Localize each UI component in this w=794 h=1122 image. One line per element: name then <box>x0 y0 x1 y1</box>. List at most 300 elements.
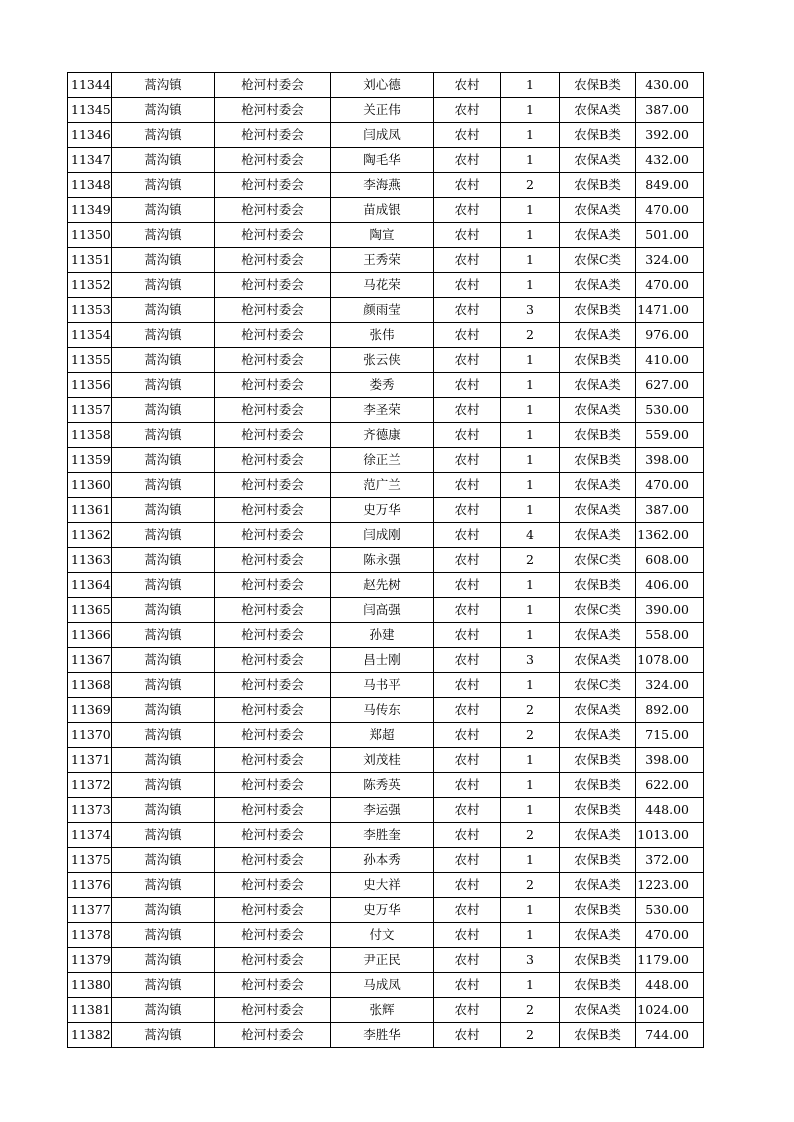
amount-cell: 448.00 <box>636 973 704 998</box>
household-count-cell: 2 <box>501 723 560 748</box>
area-type-cell: 农村 <box>434 1023 501 1048</box>
amount-cell: 530.00 <box>636 398 704 423</box>
village-committee-cell: 枪河村委会 <box>215 873 331 898</box>
household-count-cell: 1 <box>501 448 560 473</box>
village-committee-cell: 枪河村委会 <box>215 898 331 923</box>
village-committee-cell: 枪河村委会 <box>215 448 331 473</box>
town-cell: 蒿沟镇 <box>112 398 215 423</box>
record-number-cell: 11357 <box>68 398 112 423</box>
insurance-category-cell: 农保A类 <box>560 398 636 423</box>
record-number-cell: 11379 <box>68 948 112 973</box>
area-type-cell: 农村 <box>434 348 501 373</box>
amount-cell: 470.00 <box>636 198 704 223</box>
amount-cell: 398.00 <box>636 448 704 473</box>
amount-cell: 448.00 <box>636 798 704 823</box>
village-committee-cell: 枪河村委会 <box>215 98 331 123</box>
person-name-cell: 苗成银 <box>331 198 434 223</box>
table-row <box>68 373 704 398</box>
village-committee-cell: 枪河村委会 <box>215 823 331 848</box>
table-row <box>68 273 704 298</box>
area-type-cell: 农村 <box>434 123 501 148</box>
table-row <box>68 123 704 148</box>
household-count-cell: 3 <box>501 948 560 973</box>
table-row <box>68 698 704 723</box>
household-count-cell: 3 <box>501 298 560 323</box>
area-type-cell: 农村 <box>434 398 501 423</box>
village-committee-cell: 枪河村委会 <box>215 198 331 223</box>
household-count-cell: 1 <box>501 123 560 148</box>
town-cell: 蒿沟镇 <box>112 748 215 773</box>
insurance-category-cell: 农保A类 <box>560 148 636 173</box>
record-number-cell: 11348 <box>68 173 112 198</box>
amount-cell: 406.00 <box>636 573 704 598</box>
area-type-cell: 农村 <box>434 273 501 298</box>
village-committee-cell: 枪河村委会 <box>215 398 331 423</box>
area-type-cell: 农村 <box>434 898 501 923</box>
person-name-cell: 齐德康 <box>331 423 434 448</box>
village-committee-cell: 枪河村委会 <box>215 573 331 598</box>
person-name-cell: 王秀荣 <box>331 248 434 273</box>
insurance-category-cell: 农保B类 <box>560 773 636 798</box>
household-count-cell: 1 <box>501 673 560 698</box>
household-count-cell: 2 <box>501 548 560 573</box>
town-cell: 蒿沟镇 <box>112 898 215 923</box>
amount-cell: 892.00 <box>636 698 704 723</box>
person-name-cell: 关正伟 <box>331 98 434 123</box>
amount-cell: 744.00 <box>636 1023 704 1048</box>
insurance-category-cell: 农保B类 <box>560 73 636 98</box>
person-name-cell: 范广兰 <box>331 473 434 498</box>
amount-cell: 715.00 <box>636 723 704 748</box>
village-committee-cell: 枪河村委会 <box>215 748 331 773</box>
town-cell: 蒿沟镇 <box>112 373 215 398</box>
amount-cell: 559.00 <box>636 423 704 448</box>
person-name-cell: 马传东 <box>331 698 434 723</box>
record-number-cell: 11362 <box>68 523 112 548</box>
village-committee-cell: 枪河村委会 <box>215 973 331 998</box>
household-count-cell: 1 <box>501 573 560 598</box>
town-cell: 蒿沟镇 <box>112 273 215 298</box>
village-committee-cell: 枪河村委会 <box>215 423 331 448</box>
record-number-cell: 11350 <box>68 223 112 248</box>
amount-cell: 627.00 <box>636 373 704 398</box>
record-number-cell: 11378 <box>68 923 112 948</box>
amount-cell: 608.00 <box>636 548 704 573</box>
table-row <box>68 773 704 798</box>
insurance-category-cell: 农保B类 <box>560 173 636 198</box>
village-committee-cell: 枪河村委会 <box>215 123 331 148</box>
area-type-cell: 农村 <box>434 698 501 723</box>
village-committee-cell: 枪河村委会 <box>215 173 331 198</box>
person-name-cell: 马成凤 <box>331 973 434 998</box>
town-cell: 蒿沟镇 <box>112 973 215 998</box>
village-committee-cell: 枪河村委会 <box>215 348 331 373</box>
insurance-category-cell: 农保B类 <box>560 948 636 973</box>
insurance-category-cell: 农保A类 <box>560 923 636 948</box>
village-committee-cell: 枪河村委会 <box>215 948 331 973</box>
person-name-cell: 张伟 <box>331 323 434 348</box>
amount-cell: 470.00 <box>636 473 704 498</box>
amount-cell: 390.00 <box>636 598 704 623</box>
town-cell: 蒿沟镇 <box>112 773 215 798</box>
village-committee-cell: 枪河村委会 <box>215 73 331 98</box>
household-count-cell: 1 <box>501 973 560 998</box>
record-number-cell: 11351 <box>68 248 112 273</box>
amount-cell: 372.00 <box>636 848 704 873</box>
village-committee-cell: 枪河村委会 <box>215 598 331 623</box>
village-committee-cell: 枪河村委会 <box>215 998 331 1023</box>
table-row <box>68 298 704 323</box>
amount-cell: 387.00 <box>636 98 704 123</box>
village-committee-cell: 枪河村委会 <box>215 248 331 273</box>
area-type-cell: 农村 <box>434 648 501 673</box>
village-committee-cell: 枪河村委会 <box>215 1023 331 1048</box>
town-cell: 蒿沟镇 <box>112 73 215 98</box>
person-name-cell: 赵先树 <box>331 573 434 598</box>
table-row <box>68 398 704 423</box>
record-number-cell: 11360 <box>68 473 112 498</box>
table-row <box>68 348 704 373</box>
person-name-cell: 付文 <box>331 923 434 948</box>
village-committee-cell: 枪河村委会 <box>215 773 331 798</box>
village-committee-cell: 枪河村委会 <box>215 273 331 298</box>
town-cell: 蒿沟镇 <box>112 473 215 498</box>
record-number-cell: 11364 <box>68 573 112 598</box>
insurance-category-cell: 农保A类 <box>560 873 636 898</box>
household-count-cell: 1 <box>501 623 560 648</box>
household-count-cell: 4 <box>501 523 560 548</box>
insurance-category-cell: 农保B类 <box>560 973 636 998</box>
village-committee-cell: 枪河村委会 <box>215 698 331 723</box>
insurance-category-cell: 农保C类 <box>560 548 636 573</box>
person-name-cell: 李运强 <box>331 798 434 823</box>
table-row <box>68 798 704 823</box>
insurance-category-cell: 农保B类 <box>560 573 636 598</box>
table-row <box>68 748 704 773</box>
town-cell: 蒿沟镇 <box>112 198 215 223</box>
amount-cell: 976.00 <box>636 323 704 348</box>
amount-cell: 392.00 <box>636 123 704 148</box>
person-name-cell: 闫成刚 <box>331 523 434 548</box>
person-name-cell: 陈秀英 <box>331 773 434 798</box>
insurance-category-cell: 农保A类 <box>560 323 636 348</box>
town-cell: 蒿沟镇 <box>112 498 215 523</box>
town-cell: 蒿沟镇 <box>112 98 215 123</box>
area-type-cell: 农村 <box>434 98 501 123</box>
household-count-cell: 1 <box>501 223 560 248</box>
town-cell: 蒿沟镇 <box>112 998 215 1023</box>
person-name-cell: 史万华 <box>331 898 434 923</box>
household-count-cell: 1 <box>501 373 560 398</box>
area-type-cell: 农村 <box>434 573 501 598</box>
person-name-cell: 孙本秀 <box>331 848 434 873</box>
record-number-cell: 11365 <box>68 598 112 623</box>
village-committee-cell: 枪河村委会 <box>215 498 331 523</box>
area-type-cell: 农村 <box>434 373 501 398</box>
amount-cell: 530.00 <box>636 898 704 923</box>
household-count-cell: 1 <box>501 148 560 173</box>
town-cell: 蒿沟镇 <box>112 723 215 748</box>
person-name-cell: 马花荣 <box>331 273 434 298</box>
record-number-cell: 11359 <box>68 448 112 473</box>
area-type-cell: 农村 <box>434 748 501 773</box>
record-number-cell: 11366 <box>68 623 112 648</box>
person-name-cell: 刘茂桂 <box>331 748 434 773</box>
table-row <box>68 973 704 998</box>
insurance-category-cell: 农保B类 <box>560 1023 636 1048</box>
insurance-category-cell: 农保A类 <box>560 498 636 523</box>
amount-cell: 1179.00 <box>636 948 704 973</box>
household-count-cell: 2 <box>501 823 560 848</box>
area-type-cell: 农村 <box>434 523 501 548</box>
record-number-cell: 11363 <box>68 548 112 573</box>
table-row <box>68 523 704 548</box>
record-number-cell: 11370 <box>68 723 112 748</box>
town-cell: 蒿沟镇 <box>112 598 215 623</box>
town-cell: 蒿沟镇 <box>112 298 215 323</box>
insurance-category-cell: 农保B类 <box>560 423 636 448</box>
amount-cell: 1223.00 <box>636 873 704 898</box>
area-type-cell: 农村 <box>434 323 501 348</box>
record-number-cell: 11375 <box>68 848 112 873</box>
table-row <box>68 223 704 248</box>
amount-cell: 1078.00 <box>636 648 704 673</box>
household-count-cell: 1 <box>501 473 560 498</box>
area-type-cell: 农村 <box>434 148 501 173</box>
household-count-cell: 1 <box>501 273 560 298</box>
village-committee-cell: 枪河村委会 <box>215 523 331 548</box>
table-row <box>68 323 704 348</box>
insurance-category-cell: 农保B类 <box>560 748 636 773</box>
household-count-cell: 1 <box>501 398 560 423</box>
household-count-cell: 1 <box>501 423 560 448</box>
amount-cell: 1362.00 <box>636 523 704 548</box>
town-cell: 蒿沟镇 <box>112 173 215 198</box>
table-row <box>68 848 704 873</box>
insurance-category-cell: 农保C类 <box>560 598 636 623</box>
table-row <box>68 548 704 573</box>
insurance-category-cell: 农保B类 <box>560 848 636 873</box>
record-number-cell: 11346 <box>68 123 112 148</box>
person-name-cell: 李胜华 <box>331 1023 434 1048</box>
household-count-cell: 1 <box>501 598 560 623</box>
amount-cell: 558.00 <box>636 623 704 648</box>
table-row <box>68 648 704 673</box>
record-number-cell: 11377 <box>68 898 112 923</box>
table-row <box>68 823 704 848</box>
table-row <box>68 448 704 473</box>
village-committee-cell: 枪河村委会 <box>215 798 331 823</box>
town-cell: 蒿沟镇 <box>112 548 215 573</box>
record-number-cell: 11376 <box>68 873 112 898</box>
table-row <box>68 873 704 898</box>
person-name-cell: 史大祥 <box>331 873 434 898</box>
table-row <box>68 948 704 973</box>
village-committee-cell: 枪河村委会 <box>215 923 331 948</box>
household-count-cell: 1 <box>501 848 560 873</box>
town-cell: 蒿沟镇 <box>112 848 215 873</box>
village-committee-cell: 枪河村委会 <box>215 323 331 348</box>
person-name-cell: 陈永强 <box>331 548 434 573</box>
village-committee-cell: 枪河村委会 <box>215 223 331 248</box>
household-count-cell: 2 <box>501 998 560 1023</box>
town-cell: 蒿沟镇 <box>112 623 215 648</box>
household-count-cell: 1 <box>501 348 560 373</box>
table-row <box>68 1023 704 1048</box>
person-name-cell: 郑超 <box>331 723 434 748</box>
person-name-cell: 史万华 <box>331 498 434 523</box>
insurance-category-cell: 农保B类 <box>560 798 636 823</box>
person-name-cell: 闫成凤 <box>331 123 434 148</box>
town-cell: 蒿沟镇 <box>112 248 215 273</box>
area-type-cell: 农村 <box>434 598 501 623</box>
person-name-cell: 李胜奎 <box>331 823 434 848</box>
record-number-cell: 11358 <box>68 423 112 448</box>
town-cell: 蒿沟镇 <box>112 873 215 898</box>
household-count-cell: 1 <box>501 798 560 823</box>
record-number-cell: 11355 <box>68 348 112 373</box>
person-name-cell: 张辉 <box>331 998 434 1023</box>
town-cell: 蒿沟镇 <box>112 123 215 148</box>
household-count-cell: 2 <box>501 698 560 723</box>
town-cell: 蒿沟镇 <box>112 673 215 698</box>
amount-cell: 501.00 <box>636 223 704 248</box>
insurance-category-cell: 农保A类 <box>560 698 636 723</box>
household-count-cell: 2 <box>501 323 560 348</box>
amount-cell: 398.00 <box>636 748 704 773</box>
record-number-cell: 11361 <box>68 498 112 523</box>
insurance-category-cell: 农保C类 <box>560 673 636 698</box>
insurance-category-cell: 农保A类 <box>560 823 636 848</box>
household-count-cell: 1 <box>501 98 560 123</box>
record-number-cell: 11369 <box>68 698 112 723</box>
village-committee-cell: 枪河村委会 <box>215 548 331 573</box>
record-number-cell: 11374 <box>68 823 112 848</box>
record-number-cell: 11368 <box>68 673 112 698</box>
village-committee-cell: 枪河村委会 <box>215 723 331 748</box>
table-row <box>68 198 704 223</box>
amount-cell: 622.00 <box>636 773 704 798</box>
amount-cell: 324.00 <box>636 673 704 698</box>
table-row <box>68 898 704 923</box>
table-row <box>68 73 704 98</box>
area-type-cell: 农村 <box>434 848 501 873</box>
area-type-cell: 农村 <box>434 198 501 223</box>
town-cell: 蒿沟镇 <box>112 823 215 848</box>
town-cell: 蒿沟镇 <box>112 573 215 598</box>
amount-cell: 410.00 <box>636 348 704 373</box>
amount-cell: 430.00 <box>636 73 704 98</box>
area-type-cell: 农村 <box>434 998 501 1023</box>
town-cell: 蒿沟镇 <box>112 923 215 948</box>
household-count-cell: 1 <box>501 748 560 773</box>
household-count-cell: 2 <box>501 173 560 198</box>
table-row <box>68 473 704 498</box>
amount-cell: 470.00 <box>636 273 704 298</box>
village-committee-cell: 枪河村委会 <box>215 673 331 698</box>
insurance-category-cell: 农保A类 <box>560 523 636 548</box>
person-name-cell: 马书平 <box>331 673 434 698</box>
insurance-category-cell: 农保A类 <box>560 998 636 1023</box>
town-cell: 蒿沟镇 <box>112 223 215 248</box>
town-cell: 蒿沟镇 <box>112 423 215 448</box>
area-type-cell: 农村 <box>434 623 501 648</box>
village-committee-cell: 枪河村委会 <box>215 148 331 173</box>
table-row <box>68 498 704 523</box>
village-committee-cell: 枪河村委会 <box>215 848 331 873</box>
person-name-cell: 刘心德 <box>331 73 434 98</box>
household-count-cell: 1 <box>501 198 560 223</box>
village-committee-cell: 枪河村委会 <box>215 373 331 398</box>
area-type-cell: 农村 <box>434 873 501 898</box>
table-row <box>68 573 704 598</box>
record-number-cell: 11347 <box>68 148 112 173</box>
town-cell: 蒿沟镇 <box>112 1023 215 1048</box>
amount-cell: 1013.00 <box>636 823 704 848</box>
record-number-cell: 11380 <box>68 973 112 998</box>
area-type-cell: 农村 <box>434 223 501 248</box>
area-type-cell: 农村 <box>434 798 501 823</box>
town-cell: 蒿沟镇 <box>112 648 215 673</box>
area-type-cell: 农村 <box>434 673 501 698</box>
area-type-cell: 农村 <box>434 73 501 98</box>
table-row <box>68 723 704 748</box>
town-cell: 蒿沟镇 <box>112 148 215 173</box>
amount-cell: 432.00 <box>636 148 704 173</box>
amount-cell: 387.00 <box>636 498 704 523</box>
area-type-cell: 农村 <box>434 473 501 498</box>
person-name-cell: 张云侠 <box>331 348 434 373</box>
household-count-cell: 2 <box>501 1023 560 1048</box>
insurance-category-cell: 农保B类 <box>560 448 636 473</box>
insurance-category-cell: 农保A类 <box>560 223 636 248</box>
insurance-category-cell: 农保B类 <box>560 123 636 148</box>
household-count-cell: 1 <box>501 773 560 798</box>
area-type-cell: 农村 <box>434 298 501 323</box>
area-type-cell: 农村 <box>434 498 501 523</box>
town-cell: 蒿沟镇 <box>112 448 215 473</box>
area-type-cell: 农村 <box>434 823 501 848</box>
town-cell: 蒿沟镇 <box>112 798 215 823</box>
amount-cell: 1471.00 <box>636 298 704 323</box>
table-row <box>68 248 704 273</box>
amount-cell: 1024.00 <box>636 998 704 1023</box>
area-type-cell: 农村 <box>434 973 501 998</box>
area-type-cell: 农村 <box>434 723 501 748</box>
area-type-cell: 农村 <box>434 923 501 948</box>
insurance-category-cell: 农保A类 <box>560 273 636 298</box>
household-count-cell: 3 <box>501 648 560 673</box>
village-committee-cell: 枪河村委会 <box>215 623 331 648</box>
insurance-category-cell: 农保B类 <box>560 298 636 323</box>
person-name-cell: 陶毛华 <box>331 148 434 173</box>
record-number-cell: 11367 <box>68 648 112 673</box>
person-name-cell: 颜雨莹 <box>331 298 434 323</box>
person-name-cell: 闫高强 <box>331 598 434 623</box>
insurance-category-cell: 农保B类 <box>560 898 636 923</box>
household-count-cell: 1 <box>501 898 560 923</box>
table-row <box>68 623 704 648</box>
record-number-cell: 11381 <box>68 998 112 1023</box>
village-committee-cell: 枪河村委会 <box>215 298 331 323</box>
insurance-category-cell: 农保C类 <box>560 248 636 273</box>
table-row <box>68 673 704 698</box>
insurance-category-cell: 农保A类 <box>560 98 636 123</box>
table-row <box>68 998 704 1023</box>
person-name-cell: 徐正兰 <box>331 448 434 473</box>
record-number-cell: 11371 <box>68 748 112 773</box>
table-row <box>68 423 704 448</box>
